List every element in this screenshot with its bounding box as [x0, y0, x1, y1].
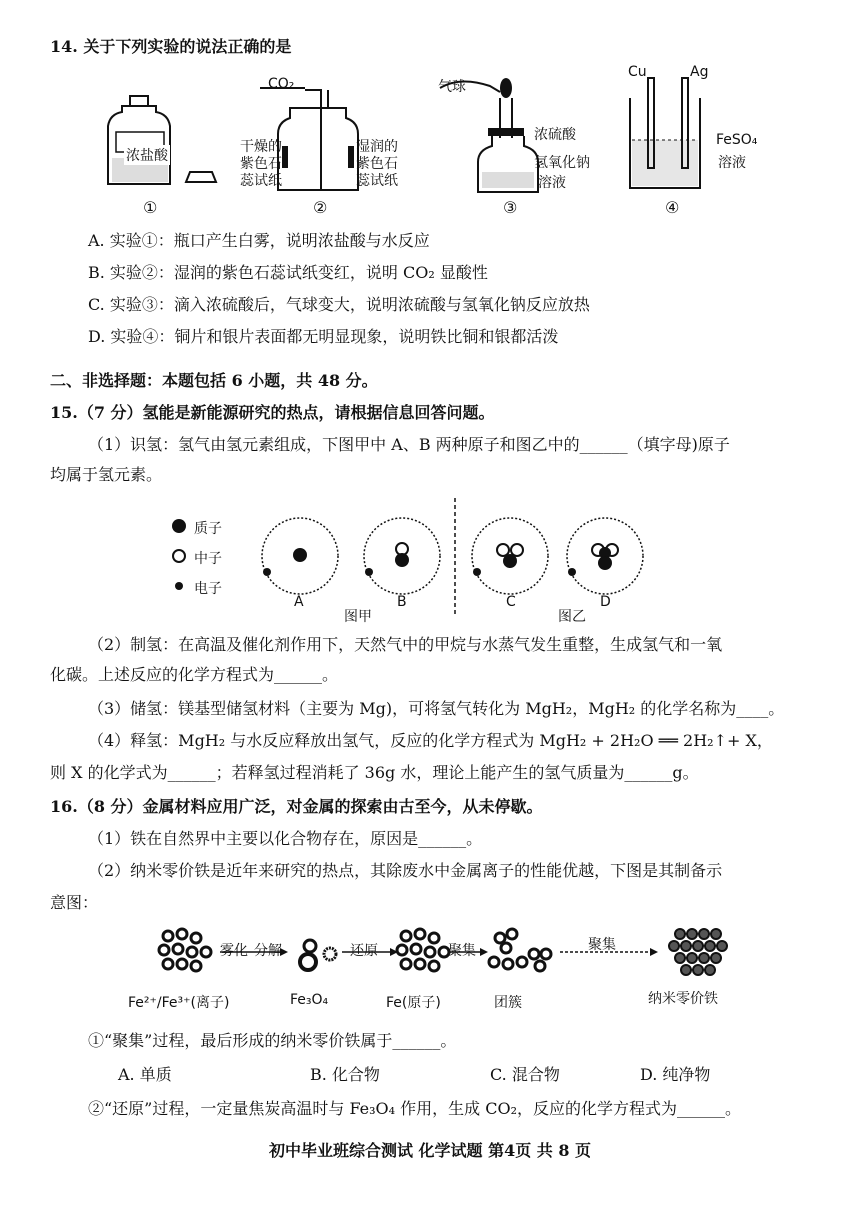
- exp4-solution-label-1: FeSO₄: [716, 132, 758, 148]
- flow-step-atomize: 雾化: [220, 943, 248, 959]
- exp2-right-label-3: 蕊试纸: [356, 173, 398, 189]
- q16-part2-line2: 意图：: [50, 893, 99, 912]
- atom-b: [364, 518, 440, 594]
- exp1-bottle: [108, 96, 170, 184]
- q16-sub1-option-a: A. 单质: [118, 1065, 172, 1084]
- q16-sub1: ①“聚集”过程，最后形成的纳米零价铁属于______。: [88, 1031, 457, 1050]
- oxide-particles: [300, 940, 336, 970]
- page-footer: 初中毕业班综合测试 化学试题 第4页 共 8 页: [268, 1141, 592, 1160]
- group-yi-label: 图乙: [558, 609, 586, 625]
- exp2-gas-label: CO₂: [268, 76, 295, 92]
- flow-label-ion: Fe²⁺/Fe³⁺(离子): [128, 995, 230, 1011]
- q16-sub1-option-c: C. 混合物: [490, 1065, 560, 1084]
- exp3-solution-label-1: 氢氧化钠: [534, 155, 590, 171]
- q15-part1-line1: （1）识氢：氢气由氢元素组成，下图甲中 A、B 两种原子和图乙中的______（填字母)原子: [88, 435, 730, 454]
- q15-part4-line2: 则 X 的化学式为______；若释氢过程消耗了 36g 水，理论上能产生的氢气质量为______g。: [50, 763, 699, 782]
- nano-iron-cluster: [669, 929, 727, 975]
- exp2-left-label-3: 蕊试纸: [240, 173, 282, 189]
- exp1-number: ①: [143, 198, 158, 217]
- exp4-ag-label: Ag: [690, 64, 709, 80]
- legend-proton-marker: [172, 519, 186, 533]
- flow-label-oxide: Fe₃O₄: [290, 992, 329, 1008]
- exp2-number: ②: [313, 198, 328, 217]
- exp4-solution-label-2: 溶液: [718, 155, 746, 171]
- exp2-right-label-2: 紫色石: [356, 156, 398, 172]
- experiment-apparatus-drawings: [100, 68, 750, 218]
- q15-part2-line2: 化碳。上述反应的化学方程式为______。: [50, 665, 339, 684]
- exp3-number: ③: [503, 198, 518, 217]
- exp3-solution-label-2: 溶液: [538, 175, 566, 191]
- legend-neutron-marker: [173, 550, 185, 562]
- q14-option-a: A. 实验①：瓶口产生白雾，说明浓盐酸与水反应: [88, 231, 430, 250]
- exp1-bottle-label: 浓盐酸: [124, 145, 170, 165]
- atom-a: [262, 518, 338, 594]
- q15-part1-line2: 均属于氢元素。: [50, 465, 163, 484]
- q15-part4-line1: （4）释氢：MgH₂ 与水反应释放出氢气，反应的化学方程式为 MgH₂ + 2H₂O ══ 2H₂↑+ X，: [88, 731, 773, 750]
- atom-d-label: D: [600, 594, 611, 610]
- atom-b-label: B: [397, 594, 407, 610]
- legend-neutron-label: 中子: [194, 551, 222, 567]
- exp4-number: ④: [665, 198, 680, 217]
- q15-part2-line1: （2）制氢：在高温及催化剂作用下，天然气中的甲烷与水蒸气发生重整，生成氢气和一氧: [88, 635, 723, 654]
- group-jia-label: 图甲: [344, 609, 372, 625]
- atom-a-label: A: [294, 594, 304, 610]
- exp2-right-label-1: 湿润的: [356, 139, 398, 155]
- atom-d: [567, 518, 643, 594]
- flow-step-reduce: 还原: [350, 943, 378, 959]
- exp2-left-label-2: 紫色石: [240, 156, 282, 172]
- q15-part3: （3）储氢：镁基型储氢材料（主要为 Mg)，可将氢气转化为 MgH₂，MgH₂ 的化学名称为____。: [88, 699, 785, 718]
- exp4-cu-label: Cu: [628, 64, 647, 80]
- exp3-acid-label: 浓硫酸: [534, 127, 576, 143]
- exp1-cap: [186, 172, 216, 182]
- q14-stem: 14. 关于下列实验的说法正确的是: [50, 37, 292, 56]
- exp4-beaker: [630, 78, 700, 188]
- legend-electron-marker: [175, 582, 183, 590]
- q15-stem: 15.（7 分）氢能是新能源研究的热点，请根据信息回答问题。: [50, 403, 495, 422]
- flow-label-atom: Fe(原子): [386, 995, 441, 1011]
- ion-cluster: [159, 929, 211, 971]
- exp2-left-label-1: 干燥的: [240, 139, 282, 155]
- q14-option-c: C. 实验③：滴入浓硫酸后，气球变大，说明浓硫酸与氢氧化钠反应放热: [88, 295, 590, 314]
- atom-c-label: C: [506, 594, 516, 610]
- q14-option-b: B. 实验②：湿润的紫色石蕊试纸变红，说明 CO₂ 显酸性: [88, 263, 488, 282]
- q16-sub2: ②“还原”过程，一定量焦炭高温时与 Fe₃O₄ 作用，生成 CO₂，反应的化学方程式为______。: [88, 1099, 742, 1118]
- flow-step-aggregate-1: 聚集: [448, 943, 476, 959]
- section-2-title: 二、非选择题：本题包括 6 小题，共 48 分。: [50, 371, 378, 390]
- flow-label-cluster: 团簇: [494, 995, 522, 1011]
- q16-stem: 16.（8 分）金属材料应用广泛，对金属的探索由古至今，从未停歇。: [50, 797, 543, 816]
- q16-part2-line1: （2）纳米零价铁是近年来研究的热点，其除废水中金属离子的性能优越，下图是其制备示: [88, 861, 723, 880]
- atom-c: [472, 518, 548, 594]
- q14-figures: [100, 68, 750, 218]
- q16-part1: （1）铁在自然界中主要以化合物存在，原因是______。: [88, 829, 483, 848]
- legend-electron-label: 电子: [194, 581, 222, 597]
- legend-proton-label: 质子: [194, 521, 222, 537]
- group-cluster: [489, 929, 551, 971]
- q16-sub1-option-b: B. 化合物: [310, 1065, 380, 1084]
- exp3-balloon-label: 气球: [438, 79, 466, 95]
- flow-label-product: 纳米零价铁: [648, 991, 718, 1007]
- flow-step-aggregate-2: 聚集: [588, 937, 616, 953]
- flow-step-decompose: 分解: [254, 943, 282, 959]
- atom-cluster: [397, 929, 449, 971]
- q14-option-d: D. 实验④：铜片和银片表面都无明显现象，说明铁比铜和银都活泼: [88, 327, 559, 346]
- q16-sub1-option-d: D. 纯净物: [640, 1065, 711, 1084]
